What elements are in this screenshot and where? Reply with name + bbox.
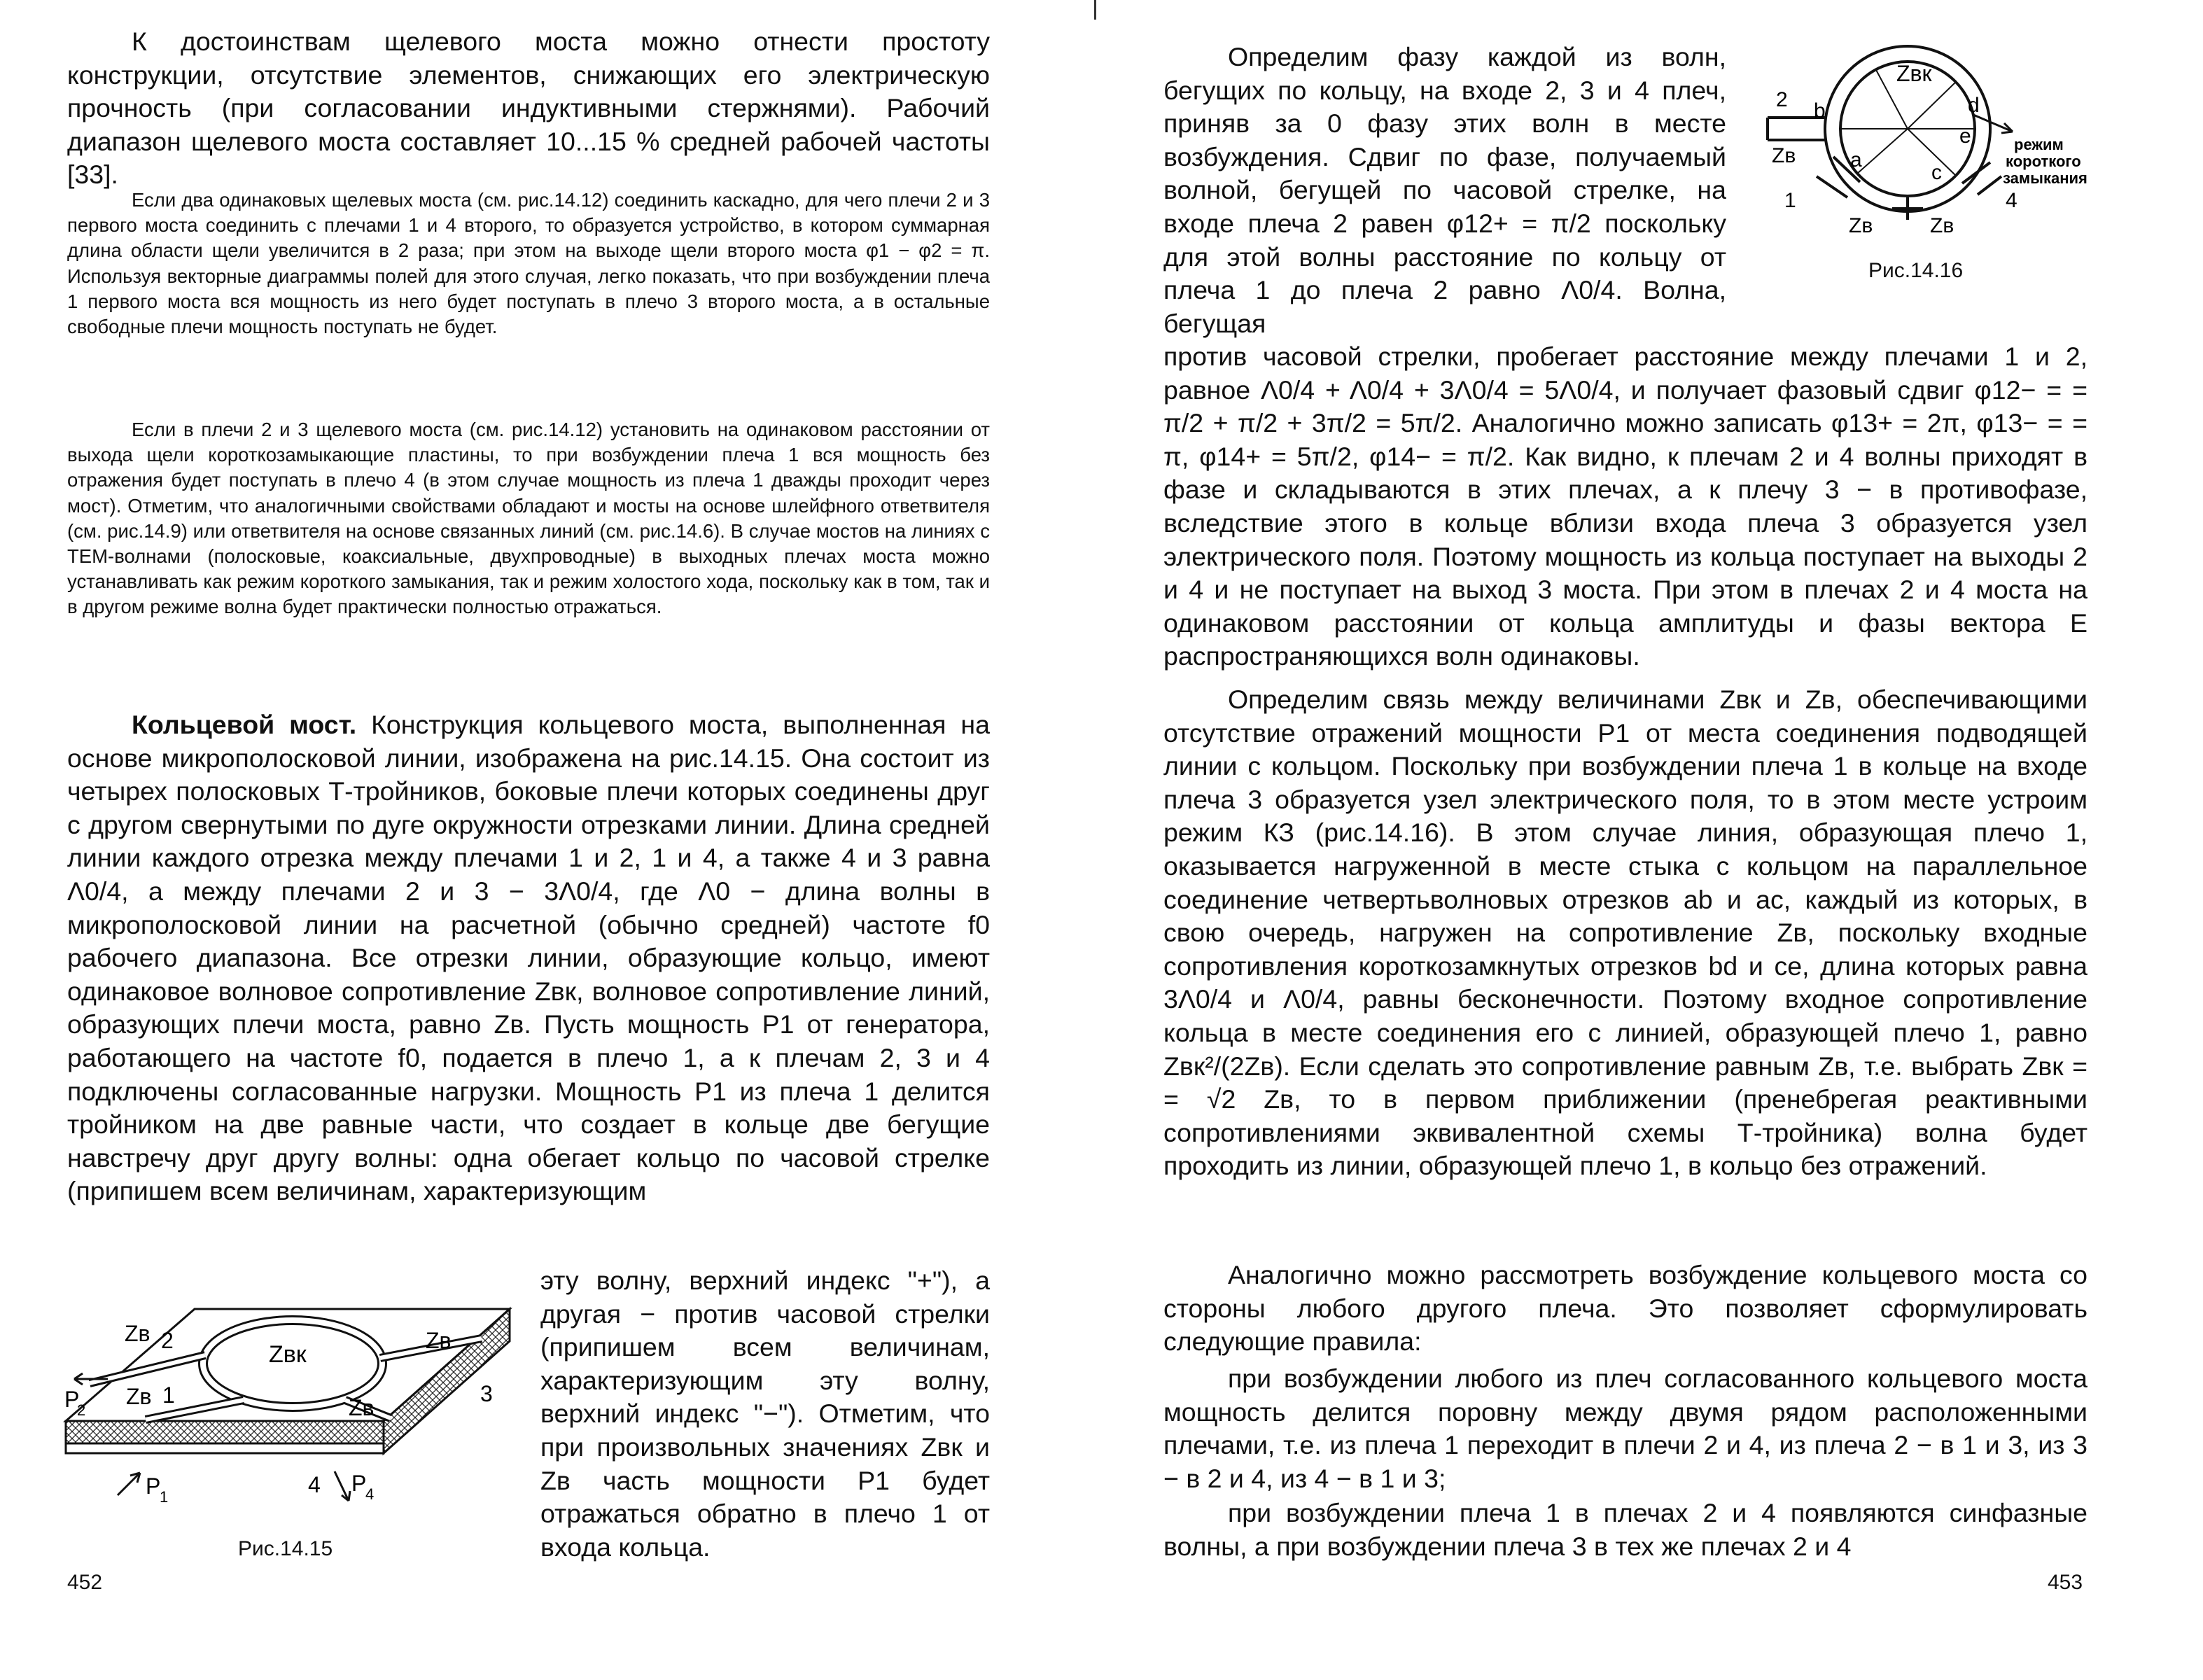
fig16-label-e: e bbox=[1959, 125, 1971, 148]
paragraph-rule-1: при возбуждении любого из плеч согласованного кольцевого моста мощность делится поровну между двумя рядом расположенными плечами, т.е. из плеча 1 переходит в плечи 2 и 4, из плеча 2 − в 1 и 3, из 3 − в 2 и 4, из 4 − в 1 и 3; bbox=[1163, 1364, 2087, 1493]
fig16-note-line2: короткого bbox=[2006, 153, 2081, 170]
note-cascade-bridges: Если два одинаковых щелевых моста (см. рис.14.12) соединить каскадно, для чего плечи 2 и 3 первого моста соединить с плечами 1 и 4 второго, то образуется устройство, в котором суммарная длина области щели увеличится в 2 раза; при этом на выходе щели второго моста φ1 − φ2 = π. Используя векторные диаграммы полей для этого случая, легко показать, что при возбуждении плеча 1 первого моста вся мощность из него будет поступать в плечо 3 второго моста, а в остальные свободные плечи мощность поступать не будет. bbox=[67, 189, 990, 338]
fig16-label-4: 4 bbox=[2006, 189, 2017, 212]
paragraph-impedance-relation: Определим связь между величинами Zвк и Zв, обеспечивающими отсутствие отражений мощности P1 от места соединения подводящей линии с кольцом. Поскольку при возбуждении плеча 1 в кольце на входе плеча 3 образуется узел электрического поля, то в этом месте устроим режим КЗ (рис.14.16). В этом случае линия, образующая плечо 1, оказывается нагруженной в месте стыка с кольцом на параллельное соединение четвертьволновых отрезков ab и ac, каждый из которых, в свою очередь, нагружен на сопротивление Zв, поскольку входные сопротивления короткозамкнутых отрезков bd и ce, длина которых равна 3Λ0/4 и Λ0/4, равны бесконечности. Поэтому входное сопротивление кольца в месте соединения его с линией, образующей плечо 1, равно Zвк²/(2Zв). Если сделать это сопротивление равным Zв, т.е. выбрать Zвк = = √2 Zв, то в первом приближении (пренебрегая реактивными сопротивлениями эквивалентной схемы Т-тройника) волна будет проходить из линии, образующей плечо 1, в кольцо без отражений. bbox=[1163, 685, 2087, 1181]
fig16-label-2: 2 bbox=[1776, 88, 1788, 111]
fig15-label-p4: P bbox=[351, 1471, 367, 1496]
left-page bbox=[0, 0, 1101, 1680]
section-heading-ring-bridge: Кольцевой мост. bbox=[132, 710, 357, 739]
fig15-label-zb-4: Zв bbox=[349, 1395, 375, 1420]
fig15-label-zb-2: Zв bbox=[125, 1321, 151, 1346]
fig16-label-d: d bbox=[1968, 94, 1980, 117]
fig15-label-p1: P bbox=[146, 1474, 161, 1499]
fig15-label-zvk: Zвк bbox=[269, 1341, 307, 1368]
paragraph-rule-2: при возбуждении плеча 1 в плечах 2 и 4 появляются синфазные волны, а при возбуждении плеча 3 в тех же плечах 2 и 4 bbox=[1163, 1498, 2087, 1561]
paragraph-ring-bridge-wrap: эту волну, верхний индекс "+"), а другая − против часовой стрелки (припишем всем величинам, характеризующим эту волну, верхний индекс "−"). Отметим, что при произвольных значениях Zвк и Zв часть мощности P1 будет отражаться обратно в плечо 1 от входа кольца. bbox=[540, 1266, 990, 1562]
paragraph-analogous-excitation: Аналогично можно рассмотреть возбуждение кольцевого моста со стороны любого другого плеча. Это позволяет сформулировать следующие правила: bbox=[1163, 1260, 2087, 1357]
fig16-label-zb-bottom-right: Zв bbox=[1930, 214, 1954, 237]
page-number-left: 452 bbox=[67, 1571, 103, 1594]
fig15-label-4: 4 bbox=[308, 1472, 321, 1497]
note-short-circuit-plates: Если в плечи 2 и 3 щелевого моста (см. рис.14.12) установить на одинаковом расстоянии от выхода щели короткозамыкающие пластины, то при возбуждении плеча 1 вся мощность без отражения будет поступать в плечо 4 (в этом случае мощность из плеча 1 дважды проходит через мост). Отметим, что аналогичными свойствами обладают и мосты на основе шлейфного ответвителя (см. рис.14.9) или ответвителя на основе связанных линий (см. рис.14.6). В случае мостов на линиях с ТЕМ-волнами (полосковые, коаксиальные, двухпроводные) в выходных плечах моста можно устанавливать как режим короткого замыкания, так и режим холостого хода, поскольку как в том, так и в другом режиме волна будет практически полностью отражаться. bbox=[67, 419, 990, 618]
paragraph-ring-bridge bbox=[67, 708, 990, 1208]
fig15-label-3: 3 bbox=[480, 1381, 493, 1406]
fig15-label-zb-1: Zв bbox=[126, 1384, 152, 1409]
fig15-label-p1-sub: 1 bbox=[160, 1488, 169, 1506]
fig16-label-zvk: Zвк bbox=[1896, 61, 1932, 86]
paragraph-wave-phase-wrap: Определим фазу каждой из волн, бегущих по кольцу, на входе 2, 3 и 4 плеч, приняв за 0 фазу этих волн в месте возбуждения. Сдвиг по фазе, получаемый волной, бегущей по часовой стрелке, на входе плеча 2 равен φ12+ = π/2 поскольку для этой волны расстояние по кольцу от плеча 1 до плеча 2 равно Λ0/4. Волна, бегущая bbox=[1163, 42, 1726, 338]
fig16-note-line1: режим bbox=[2014, 136, 2064, 153]
fig15-label-2: 2 bbox=[161, 1328, 174, 1353]
figure-14-16-ring-short-circuit bbox=[1752, 39, 2087, 249]
figure-14-15-microstrip-ring bbox=[62, 1288, 538, 1526]
page-number-right: 453 bbox=[2048, 1571, 2083, 1594]
right-page bbox=[1101, 0, 2203, 1680]
paragraph-slot-bridge-advantages: К достоинствам щелевого моста можно отнести простоту конструкции, отсутствие элементов, снижающих его электрическую прочность (при согласовании индуктивными стержнями). Рабочий диапазон щелевого моста составляет 10...15 % средней рабочей частоты [33]. bbox=[67, 27, 990, 190]
figure-14-16-caption: Рис.14.16 bbox=[1868, 259, 1964, 282]
fig16-label-c: c bbox=[1931, 161, 1942, 184]
figure-14-15-caption: Рис.14.15 bbox=[238, 1537, 333, 1560]
fig15-label-p4-sub: 4 bbox=[365, 1485, 375, 1503]
paragraph-wave-phase-cont: против часовой стрелки, пробегает расстояние между плечами 1 и 2, равное Λ0/4 + Λ0/4 + 3Λ0/4 = 5Λ0/4, и получает фазовый сдвиг φ12− = = π/2 + π/2 + 3π/2 = 5π/2. Аналогично можно записать φ13+ = 2π, φ13− = = π, φ14+ = 5π/2, φ14− = π/2. Как видно, к плечам 2 и 4 волны приходят в фазе и складываются в этих плечах, а к плечу 3 − в противофазе, вследствие этого в кольце вблизи входа плеча 3 образуется узел электрического поля. Поэтому мощность из кольца поступает на выходы 2 и 4 и не поступает на выход 3 моста. При этом в плечах 2 и 4 моста на одинаковом расстоянии от кольца амплитуды и фазы вектора E распространяющихся волн одинаковы. bbox=[1163, 342, 2087, 671]
fig16-label-b: b bbox=[1814, 99, 1826, 122]
fig16-label-a: a bbox=[1850, 148, 1862, 172]
fig16-label-1: 1 bbox=[1784, 189, 1796, 212]
fig16-note-line3: замыкания bbox=[2003, 169, 2087, 187]
fig15-label-1: 1 bbox=[162, 1382, 175, 1408]
fig16-label-zb-bottom-left: Zв bbox=[1849, 214, 1873, 237]
fig15-label-p2: P bbox=[64, 1387, 80, 1412]
fig16-label-zb-left: Zв bbox=[1772, 144, 1796, 167]
ring-bridge-text: Конструкция кольцевого моста, выполненная на основе микрополосковой линии, изображена на рис.14.15. Она состоит из четырех полосковых Т-тройников, боковые плечи которых соединены друг с другом свернутыми по дуге окружности отрезками линии. Длина средней линии каждого отрезка между плечами 1 и 2, 1 и 4, а также 4 и 3 равна Λ0/4, а между плечами 2 и 3 − 3Λ0/4, где Λ0 − длина волны в микрополосковой линии на расчетной (обычно средней) частоте f0 рабочего диапазона. Все отрезки линии, образующие кольцо, имеют одинаковое волновое сопротивление Zвк, волновое сопротивление линий, образующих плечи моста, равно Zв. Пусть мощность P1 от генератора, работающего на частоте f0, подается в плечо 1, а к плечам 2, 3 и 4 подключены согласованные нагрузки. Мощность P1 из плеча 1 делится тройником на две равные части, что создает в кольце две бегущие навстречу друг другу волны: одна обегает кольцо по часовой стрелке (припишем всем величинам, характеризующим bbox=[67, 710, 991, 1206]
fig15-label-zb-3: Zв bbox=[426, 1328, 452, 1353]
fig15-label-p2-sub: 2 bbox=[77, 1401, 86, 1419]
